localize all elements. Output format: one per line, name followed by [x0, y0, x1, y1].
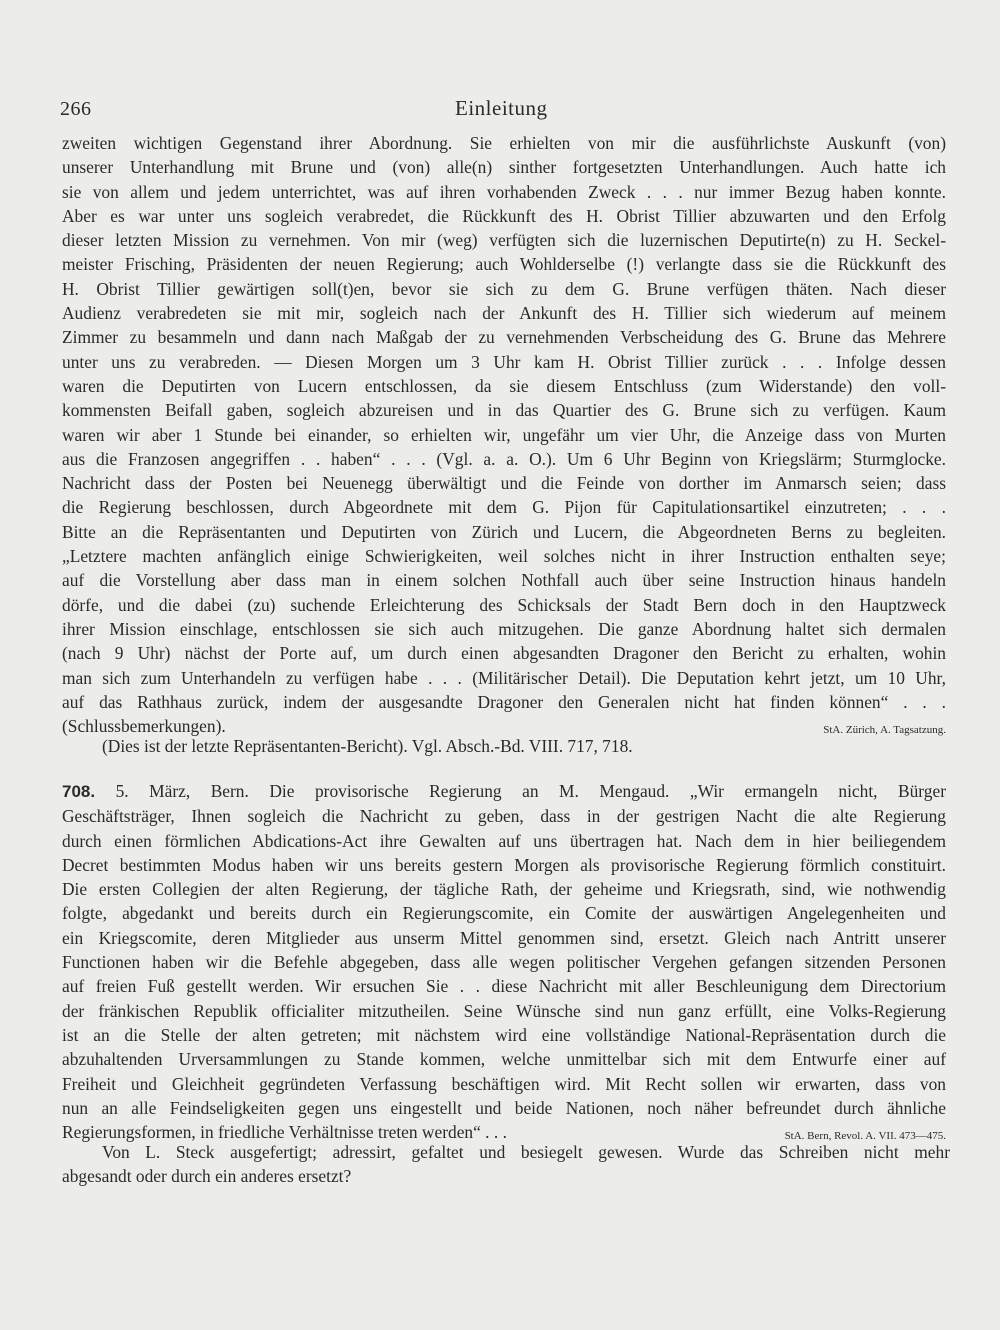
text-line: auf freien Fuß gestellt werden. Wir ersuchen Sie . . diese Nachricht mit aller Beschleunigung dem Directorium	[62, 976, 946, 997]
text-line: dieser letzten Mission zu vernehmen. Von mir (weg) verfügten sich die luzernischen Deputirte(n) zu H. Seckel-	[62, 230, 946, 251]
text-line: Geschäftsträger, Ihnen sogleich die Nachricht zu geben, dass in der gestrigen Nacht die alte Regierung	[62, 806, 946, 827]
text-line: H. Obrist Tillier gewärtigen soll(t)en, bevor sie sich zu dem G. Brune verfügen thäten. Nach dieser	[62, 278, 946, 299]
text-line	[62, 779, 946, 804]
text-line: die Regierung beschlossen, durch Abgeordnete mit dem G. Pijon für Capitulationsartikel einzutreten; . . .	[62, 497, 946, 518]
text-line: unter uns zu verabreden. — Diesen Morgen um 3 Uhr kam H. Obrist Tillier zurück . . . Infolge dessen	[62, 351, 946, 372]
text-line: man sich zum Unterhandeln zu verfügen habe . . . (Militärischer Detail). Die Deputation kehrt jetzt, um 10 Uhr,	[62, 667, 946, 688]
text-line: Zimmer zu besammeln und dann nach Maßgab der zu vernehmenden Verbscheidung des G. Brune das Mehrere	[62, 327, 946, 348]
running-head: Einleitung	[455, 96, 548, 120]
entry-heading-text: 5. März, Bern. Die provisorische Regierung an M. Mengaud. „Wir ermangeln nicht, Bürger	[95, 781, 946, 801]
text-line: Die ersten Collegien der alten Regierung, der tägliche Rath, der geheime und Kriegsrath, sind, wie nothwendig	[62, 879, 946, 900]
text-line: Nachricht dass der Posten bei Neuenegg überwältigt und die Feinde von dorther im Anmarsch seien; dass	[62, 473, 946, 494]
entry-number: 708.	[62, 782, 96, 801]
archive-source: StA. Bern, Revol. A. VII. 473—475.	[784, 1130, 946, 1143]
editorial-note: (Dies ist der letzte Repräsentanten-Bericht). Vgl. Absch.-Bd. VIII. 717, 718.	[102, 736, 633, 756]
text-line: sie von allem und jedem unterrichtet, was auf ihren vorhabenden Zweck . . . nur immer Bezug haben konnte.	[62, 181, 946, 202]
text-line: ist an die Stelle der alten getreten; mit nächstem wird eine vollständige National-Repräsentation durch die	[62, 1024, 946, 1045]
text-line: zweiten wichtigen Gegenstand ihrer Abordnung. Sie erhielten von mir die ausführlichste Auskunft (von)	[62, 133, 946, 153]
text-line: waren wir aber 1 Stunde bei einander, so erhielten wir, ungefähr um vier Uhr, die Anzeige dass von Murten	[62, 424, 946, 445]
text-line: auf die Vorstellung aber dass man in einem solchen Nothfall auch über seine Instruction hinaus handeln	[62, 570, 946, 591]
paragraph-entry-708	[62, 779, 946, 1148]
closing-text: Regierungsformen, in friedliche Verhältnisse treten werden“ . . .	[62, 1122, 507, 1143]
text-line: durch einen förmlichen Abdications-Act ihre Gewalten auf uns übertragen hat. Nach dem in hier beiliegendem	[62, 830, 946, 851]
text-line: (nach 9 Uhr) nächst der Porte auf, um durch einen abgesandten Dragoner den Bericht zu erhalten, wohin	[62, 643, 946, 664]
archive-source: StA. Zürich, A. Tagsatzung.	[823, 724, 946, 737]
text-line: folgte, abgedankt und bereits durch ein Regierungscomite, ein Comite der auswärtigen Angelegenheiten und	[62, 903, 946, 924]
text-line: dörfe, und die dabei (zu) suchende Erleichterung des Schicksals der Stadt Bern doch in den Hauptzweck	[62, 594, 946, 615]
text-line: „Letztere machten anfänglich einige Schwierigkeiten, weil solches nicht in ihrer Instruction enthalten seye;	[62, 546, 946, 567]
text-line: meister Frisching, Präsidenten der neuen Regierung; auch Wohlderselbe (!) verlangte dass sie die Rückkunft des	[62, 254, 946, 275]
text-line: waren die Deputirten von Lucern entschlossen, da sie diesem Entschluss (zum Widerstande) den voll-	[62, 375, 946, 396]
text-line: Freiheit und Gleichheit gegründeten Verfassung beschäftigen wird. Mit Recht sollen wir erwarten, dass von	[62, 1073, 946, 1094]
text-line: Bitte an die Repräsentanten und Deputirten von Zürich und Lucern, die Abgeordneten Berns zu begleiten.	[62, 521, 946, 542]
text-line: ihrer Mission einschlage, entschlossen sie sich auch mitzugehen. Die ganze Abordnung haltet sich dermalen	[62, 618, 946, 639]
text-line: Audienz verabredeten sie mit mir, sogleich nach der Ankunft des H. Tillier sich wiederum auf meinem	[62, 303, 946, 324]
text-line: nun an alle Feindseligkeiten gegen uns eingestellt und beide Nationen, noch näher befreundet durch ähnliche	[62, 1097, 946, 1118]
text-line: Decret bestimmten Modus haben wir uns bereits gestern Morgen als provisorische Regierung förmlich constituirt.	[62, 854, 946, 875]
text-line: kommensten Beifall gaben, sogleich abzureisen und in das Quartier des G. Brune sich zu verfügen. Kaum	[62, 400, 946, 421]
text-line: aus die Franzosen angegriffen . . haben“ . . . (Vgl. a. a. O.). Um 6 Uhr Beginn von Kriegslärm; Sturmglocke.	[62, 448, 946, 469]
page-header	[60, 98, 950, 128]
text-line: ein Kriegscomite, deren Mitglieder aus unserm Mittel genommen sind, ersetzt. Gleich nach Antritt unserer	[62, 927, 946, 948]
text-line: abzuhaltenden Urversammlungen zu Stande kommen, welche unmittelbar sich mit dem Entwurfe einer auf	[62, 1049, 946, 1070]
page-number: 266	[60, 98, 92, 120]
paragraph-remark-line: abgesandt oder durch ein anderes ersetzt?	[62, 1166, 352, 1186]
text-line	[62, 714, 946, 738]
paragraph-remark-line: Von L. Steck ausgefertigt; adressirt, gefaltet und besiegelt gewesen. Wurde das Schreiben nicht mehr	[102, 1142, 950, 1162]
closing-text: (Schlussbemerkungen).	[62, 716, 226, 737]
paragraph-tagsatzung-report	[62, 131, 946, 742]
text-line	[62, 1120, 946, 1144]
text-line: Aber es war unter uns sogleich verabredet, die Rückkunft des H. Obrist Tillier abzuwarten und den Erfolg	[62, 205, 946, 226]
text-line: unserer Unterhandlung mit Brune und (von) alle(n) sinther fortgesetzten Unterhandlungen. Auch hatte ich	[62, 157, 946, 178]
text-line: Functionen haben wir die Befehle abgegeben, dass alle wegen politischer Vergehen gefangen sitzenden Personen	[62, 952, 946, 973]
text-line: auf das Rathhaus zurück, indem der ausgesandte Dragoner den Generalen nicht hat finden können“ . . .	[62, 691, 946, 712]
text-line: der fränkischen Republik officialiter mitzutheilen. Seine Wünsche sind nun ganz erfüllt, eine Volks-Regierung	[62, 1000, 946, 1021]
